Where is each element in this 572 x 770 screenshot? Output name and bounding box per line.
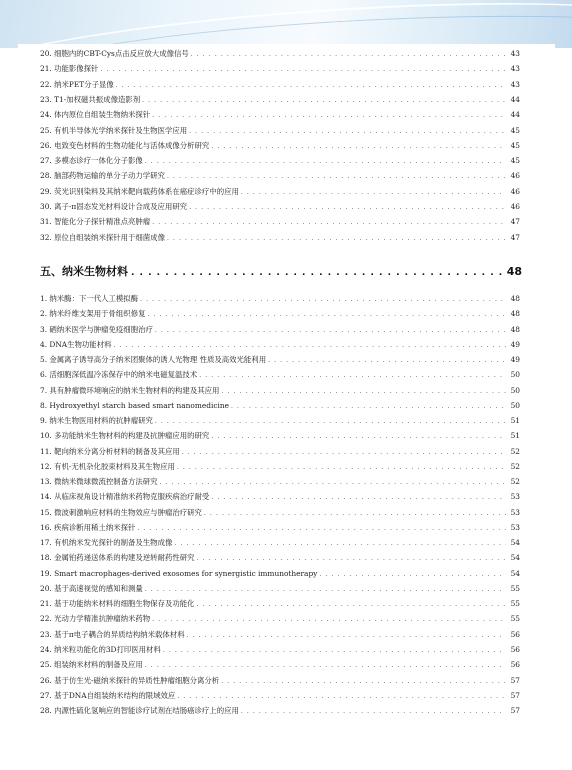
dot-leader [152,218,506,228]
toc-entry-title: 4. DNA生物功能材料 [40,339,112,349]
section-page-number: 48 [506,265,522,278]
dot-leader [241,707,506,717]
toc-entry[interactable] [40,340,520,351]
toc-entry-title: 19. Smart macrophages-derived exosomes for synergistic immunotherapy [40,568,318,578]
toc-entry[interactable] [40,386,520,397]
toc-entry[interactable] [40,660,520,671]
toc-entry-title: 28. 脑部药物运输的单分子动力学研究 [40,171,165,181]
dot-leader [152,111,506,121]
dot-leader [204,509,506,519]
dot-leader [155,417,506,427]
toc-entry[interactable] [40,645,520,656]
dot-leader [231,402,506,412]
toc-entry-title: 23. T1-加权磁共振成像造影剂 [40,94,141,104]
toc-entry-page: 46 [510,186,520,196]
toc-entry-title: 10. 多功能纳米生物材料的构建及抗肿瘤应用的研究 [40,431,210,441]
toc-entry-title: 11. 靶向纳米分离分析材料的制备及其应用 [40,446,180,456]
dot-leader [167,234,506,244]
toc-entry-page: 43 [510,49,520,58]
dot-leader [189,127,506,137]
dot-leader [174,539,506,549]
toc-entry-page: 56 [510,629,520,639]
toc-entry[interactable] [40,691,520,702]
dot-leader [116,81,506,91]
toc-entry-title: 7. 具有肿瘤微环境响应的纳米生物材料的构建及其应用 [40,385,220,395]
toc-entry[interactable] [40,523,520,534]
dot-leader [155,326,506,336]
dot-leader [241,188,506,198]
toc-entry-title: 13. 微纳米微球微流控制备方法研究 [40,477,158,487]
toc-entry-page: 43 [510,64,520,74]
toc-entry[interactable] [40,294,520,305]
dot-leader [221,387,506,397]
toc-entry-page: 47 [510,232,520,242]
toc-entry[interactable] [40,171,520,182]
dot-leader [140,295,506,305]
toc-entry-page: 47 [510,217,520,227]
toc-entry-page: 48 [510,324,520,334]
toc-entry[interactable] [40,447,520,458]
toc-entry-page: 54 [510,553,520,563]
toc-entry[interactable] [40,569,520,580]
dot-leader [182,448,506,458]
toc-entry-title: 29. 荧光识别染料及其纳米靶向载药体系在癌症诊疗中的应用 [40,186,239,196]
toc-entry-title: 6. 活细胞深低温冷冻保存中的纳米电磁复温技术 [40,370,198,380]
toc-entry[interactable] [40,706,520,717]
toc-entry-title: 22. 纳米PET分子显像 [40,79,114,89]
toc-entry-title: 26. 基于仿生光-磁纳米探针的异质性肿瘤细胞分离分析 [40,675,220,685]
dot-leader [145,661,506,671]
toc-entry[interactable] [40,553,520,564]
toc-entry-page: 49 [510,355,520,365]
toc-entry-title: 25. 组装纳米材料的制备及应用 [40,660,143,670]
dot-leader [177,463,506,473]
dot-leader [211,432,506,442]
toc-entry[interactable] [40,462,520,473]
toc-entry[interactable] [40,355,520,366]
toc-entry-title: 16. 疾病诊断用稀土纳米探针 [40,522,136,532]
dot-leader [145,157,506,167]
toc-entry-page: 46 [510,171,520,181]
toc-entry[interactable] [40,141,520,152]
toc-entry[interactable] [40,187,520,198]
toc-entry-title: 25. 有机半导体光学纳米探针及生物医学应用 [40,125,188,135]
dot-leader [189,203,506,213]
toc-entry-page: 52 [510,477,520,487]
toc-entry-title: 21. 基于功能纳米材料的细胞生物保存及功能化 [40,599,195,609]
toc-entry-title: 2. 纳米纤维支架用于骨组织修复 [40,309,146,319]
toc-entry-title: 3. 硒纳米医学与肿瘤免疫细胞治疗 [40,324,153,334]
dot-leader [187,631,506,641]
toc-entry-title: 22. 光动力学精准抗肿瘤纳米药物 [40,614,151,624]
toc-entry[interactable] [40,95,520,106]
toc-entry-title: 32. 原位自组装纳米探针用于细菌成像 [40,232,165,242]
toc-entry-page: 56 [510,644,520,654]
toc-entry-title: 30. 离子-π固态发光材料设计合成及应用研究 [40,202,188,211]
dot-leader [113,341,506,351]
toc-entry-page: 53 [510,522,520,532]
toc-entry[interactable] [40,584,520,595]
toc-entry-title: 18. 金属铂药递送体系的构建及逆转耐药性研究 [40,553,195,563]
dot-leader [211,493,506,503]
toc-entry-page: 48 [510,294,520,303]
dot-leader [147,310,506,320]
toc-entry-title: 1. 纳米酶：下一代人工模拟酶 [40,294,139,303]
toc-entry-page: 52 [510,461,520,471]
toc-entry-title: 21. 功能影像探针 [40,64,99,74]
toc-entry[interactable] [40,599,520,610]
dot-leader [191,50,506,60]
toc-entry-page: 45 [510,125,520,135]
toc-entry-title: 8. Hydroxyethyl starch based smart nanomedicine [40,400,229,410]
toc-entry-page: 54 [510,538,520,548]
toc-entry-page: 54 [510,568,520,578]
toc-entry[interactable] [40,110,520,121]
toc-entry-title: 24. 纳米粒功能化的3D打印医用材料 [40,644,161,654]
dot-leader [160,478,506,488]
toc-entry[interactable] [40,416,520,427]
toc-entry[interactable] [40,309,520,320]
toc-entry[interactable] [40,126,520,137]
dot-leader [221,677,506,687]
dot-leader [319,570,506,580]
dot-leader [145,585,506,595]
dot-leader [177,692,506,702]
toc-entry-page: 57 [510,706,520,716]
header-banner [0,0,572,48]
toc-entry[interactable] [40,49,520,60]
toc-entry-page: 51 [510,431,520,441]
toc-entry-page: 50 [510,385,520,395]
toc-entry[interactable] [40,538,520,549]
dot-leader [163,646,506,656]
toc-entry-title: 27. 多模态诊疗一体化分子影像 [40,156,143,166]
toc-entry-page: 50 [510,400,520,410]
toc-entry-title: 20. 细胞内的CBT-Cys点击反应放大成像信号 [40,49,189,58]
dot-leader [197,600,506,610]
section-heading[interactable] [40,263,522,279]
toc-entry-title: 28. 内源性硫化氢响应的智能诊疗试剂在结肠癌诊疗上的应用 [40,706,239,716]
toc-entry-title: 31. 智能化分子探针精准点亮肿瘤 [40,217,151,227]
toc-entry[interactable] [40,325,520,336]
toc-entry[interactable] [40,64,520,75]
toc-entry-page: 50 [510,370,520,380]
toc-entry[interactable] [40,370,520,381]
toc-entry-page: 43 [510,79,520,89]
toc-entry-title: 23. 基于π电子耦合的异质结构纳米载体材料 [40,629,185,639]
toc-entry-page: 57 [510,690,520,700]
dot-leader [211,142,506,152]
toc-entry-page: 48 [510,309,520,319]
dot-leader [137,524,506,534]
toc-entry-page: 53 [510,507,520,517]
toc-entry[interactable] [40,614,520,625]
dot-leader [142,96,506,106]
toc-entry-page: 49 [510,339,520,349]
toc-entry[interactable] [40,233,520,244]
toc-entry[interactable] [40,676,520,687]
toc-entry[interactable] [40,217,520,228]
toc-entry-title: 12. 有机-无机杂化胶束材料及其生物应用 [40,461,175,471]
toc-entry-title: 20. 基于高速视觉的感知和测量 [40,583,143,593]
toc-entry[interactable] [40,431,520,442]
dot-leader [131,268,504,278]
toc-entry[interactable] [40,401,520,412]
toc-entry-title: 14. 从临床视角设计精准纳米药物克服疾病治疗耐受 [40,492,210,502]
toc-entry-page: 44 [510,110,520,120]
section-title: 五、纳米生物材料 [40,265,128,278]
toc-entry-title: 24. 体内原位自组装生物纳米探针 [40,110,151,120]
toc-entry[interactable] [40,492,520,503]
toc-entry-title: 15. 微波刺激响应材料的生物效应与肿瘤治疗研究 [40,507,202,517]
toc-entry-page: 51 [510,416,520,426]
toc-entry[interactable] [40,80,520,91]
toc-entry[interactable] [40,477,520,488]
toc-entry-page: 55 [510,599,520,609]
toc-entry[interactable] [40,508,520,519]
toc-entry[interactable] [40,156,520,167]
toc-entry[interactable] [40,202,520,213]
toc-entry-page: 55 [510,583,520,593]
dot-leader [100,65,506,75]
toc-entry-page: 45 [510,140,520,150]
toc-entry-page: 44 [510,94,520,104]
toc-entry-page: 55 [510,614,520,624]
dot-leader [167,172,506,182]
dot-leader [268,356,506,366]
toc-entry-page: 53 [510,492,520,502]
toc-entry-title: 17. 有机纳米发光探针的制备及生物成像 [40,538,173,548]
toc-entry-title: 9. 纳米生物医用材料的抗肿瘤研究 [40,416,153,426]
toc-entry[interactable] [40,630,520,641]
toc-entry-title: 5. 金属离子诱导高分子纳米团聚体的诱人光物理 性质及高效光能利用 [40,355,267,365]
toc-entry-title: 26. 电致变色材料的生物功能化与活体成像分析研究 [40,140,210,150]
toc-entry-page: 45 [510,156,520,166]
toc-entry-page: 52 [510,446,520,456]
toc-entry-page: 46 [510,202,520,211]
toc-entry-page: 57 [510,675,520,685]
toc-entry-page: 56 [510,660,520,670]
dot-leader [152,615,506,625]
dot-leader [199,371,506,381]
toc-entry-title: 27. 基于DNA自组装纳米结构的限域效应 [40,690,176,700]
dot-leader [197,554,506,564]
